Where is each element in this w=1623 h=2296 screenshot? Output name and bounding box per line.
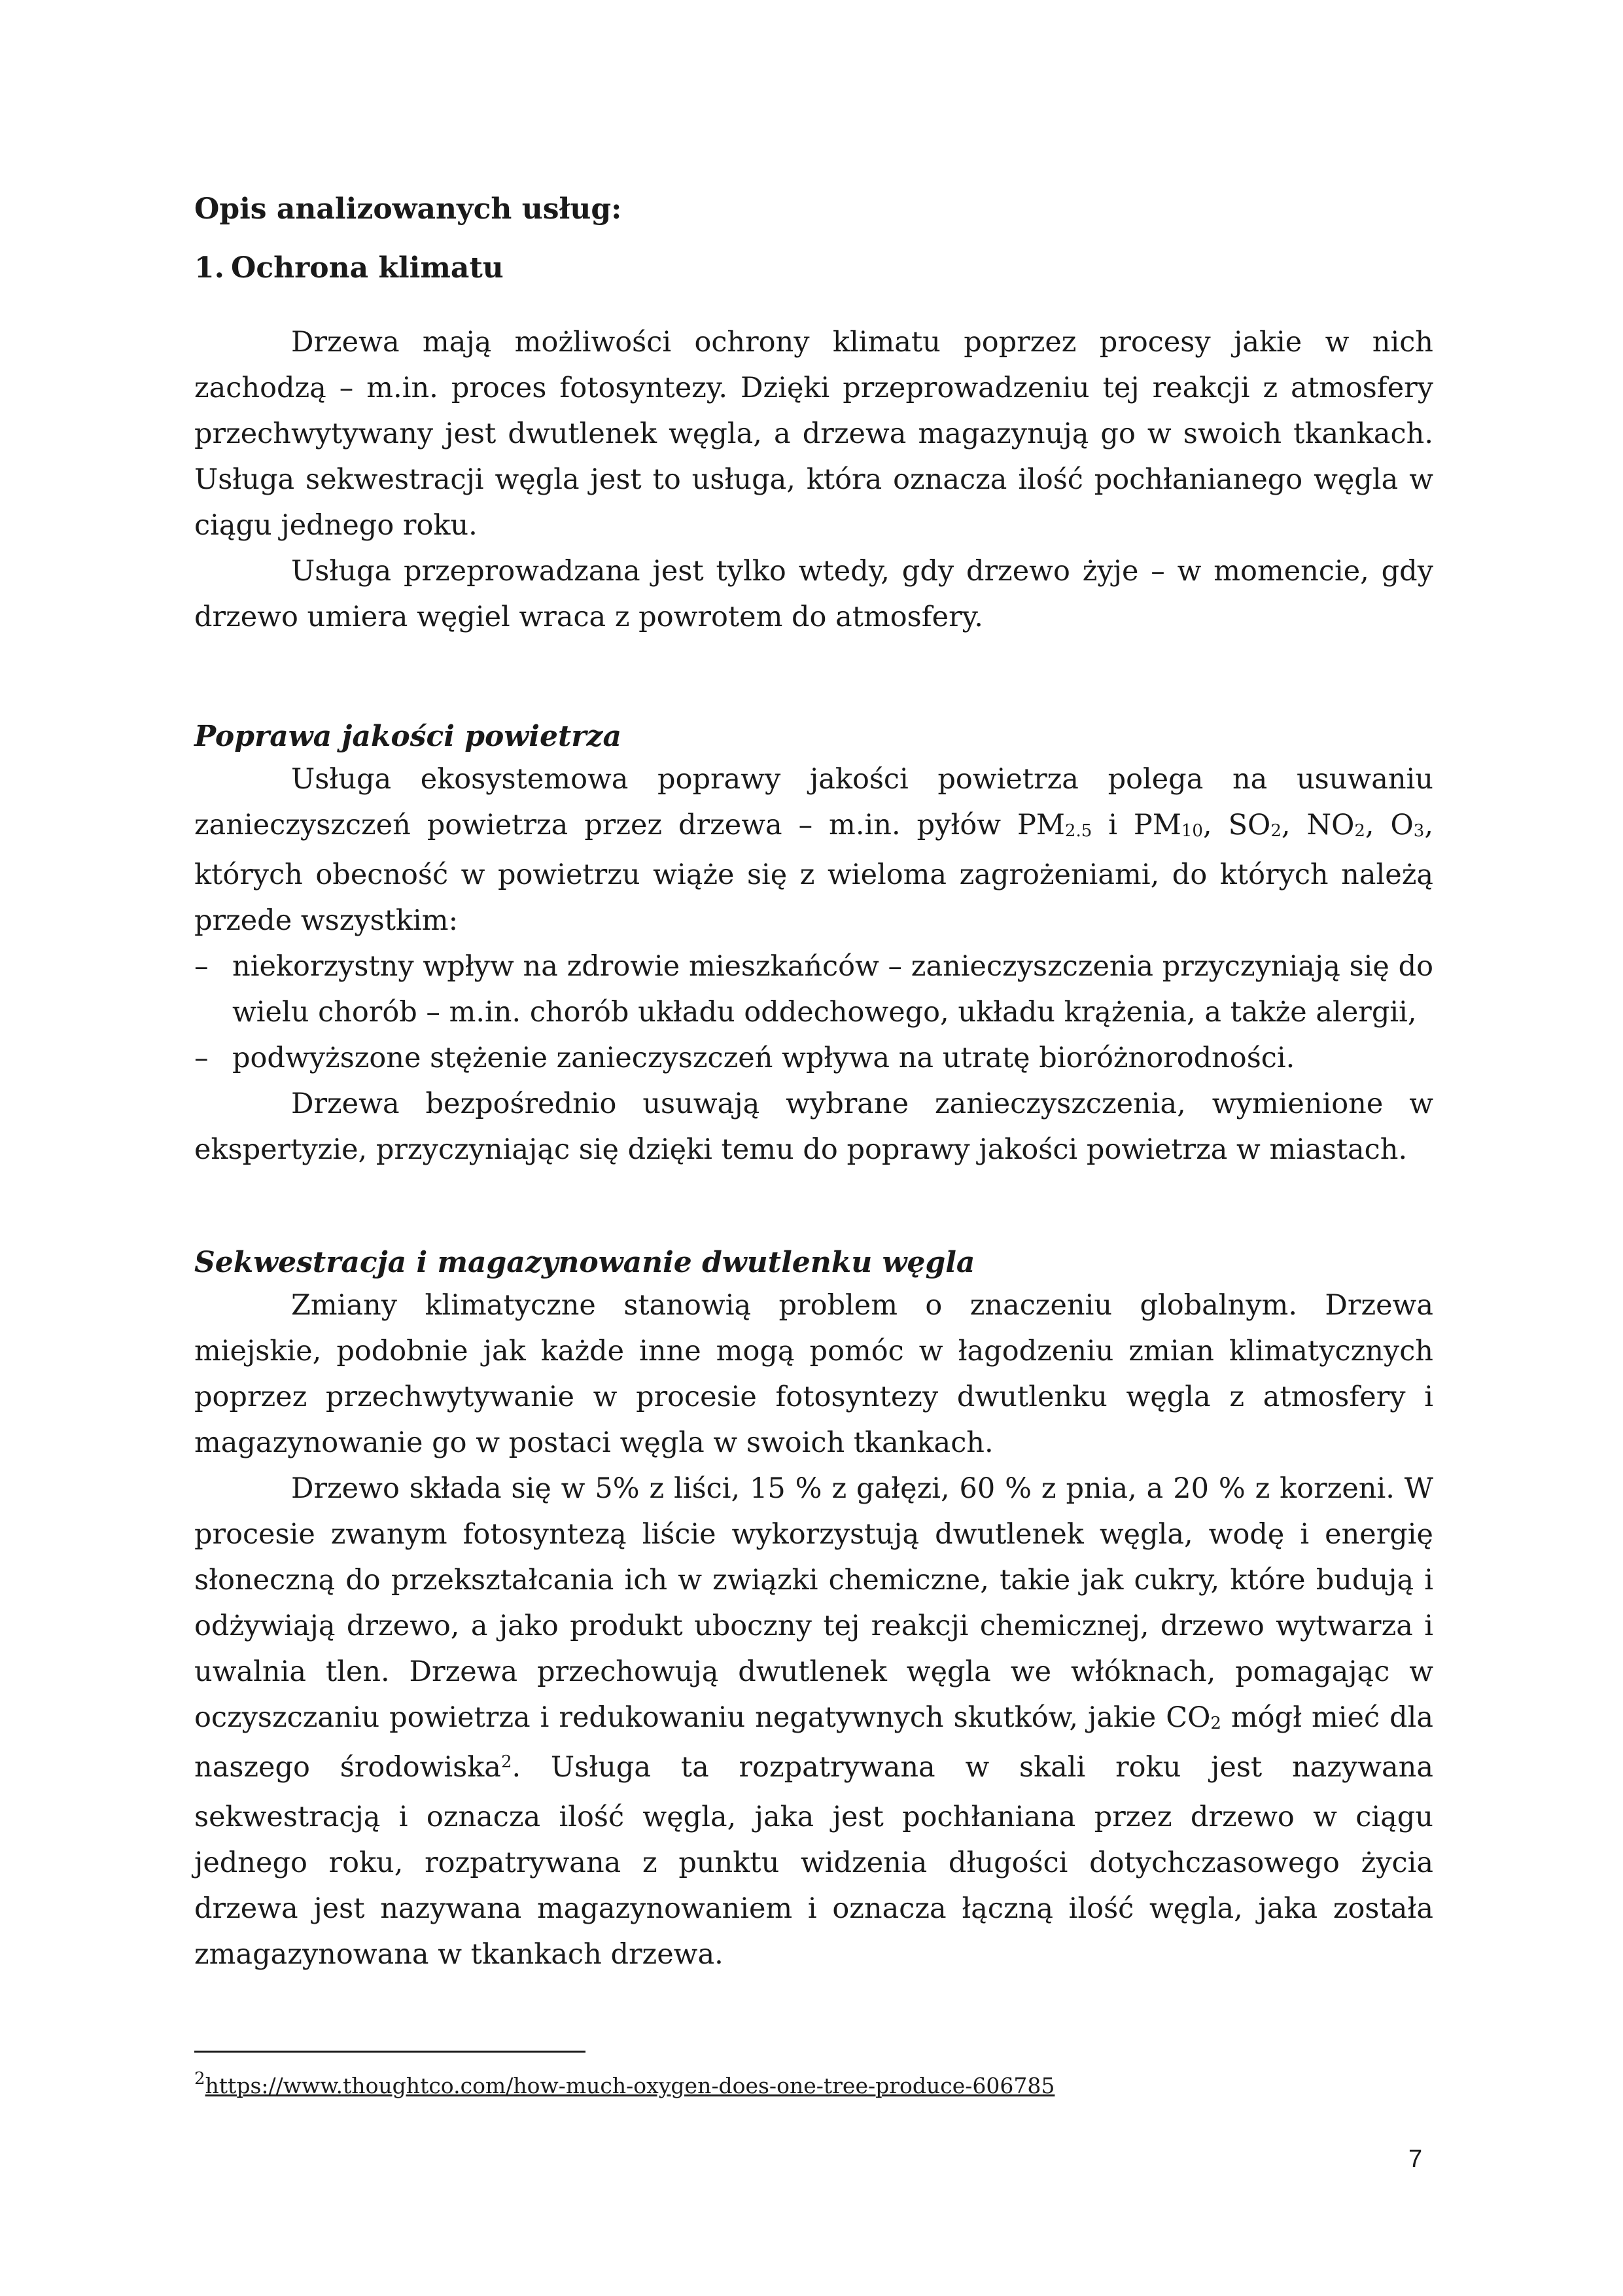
threats-list bbox=[194, 944, 1433, 1081]
footnote-marker: 2 bbox=[194, 2069, 205, 2089]
section1-title: Ochrona klimatu bbox=[231, 251, 504, 285]
section3-heading: Sekwestracja i magazynowanie dwutlenku węgla bbox=[194, 1246, 975, 1279]
footnote-reference[interactable]: 2 bbox=[500, 1752, 512, 1772]
section3-paragraph-2: Drzewo składa się w 5% z liści, 15 % z gałęzi, 60 % z pnia, a 20 % z korzeni. W procesie zwanym fotosyntezą liście wykorzystują dwutlenek węgla, wodę i energię słoneczną do przekształcania ich w związki chemiczne, takie jak cukry, które budują i odżywiają drzewo, a jako produkt uboczny tej reakcji chemicznej, drzewo wytwarza i uwalnia tlen. Drzewa przechowują dwutlenek węgla we włóknach, pomagając w oczyszczaniu powietrza i redukowaniu negatywnych skutków, jakie $CO_2$ mógł mieć dla naszego środowiska$^2$. Usługa ta rozpatrywana w skali roku jest nazywana sekwestracją i oznacza ilość węgla, jaka jest pochłaniana przez drzewo w ciągu jednego roku, rozpatrywana z punktu widzenia długości dotychczasowego życia drzewa jest nazywana magazynowaniem i oznacza łączną ilość węgla, jaka została zmagazynowana w tkankach drzewa. bbox=[194, 1472, 1433, 1971]
footnote-separator bbox=[194, 2051, 585, 2053]
section2-heading: Poprawa jakości powietrza bbox=[194, 720, 621, 753]
footnote bbox=[194, 2069, 1055, 2102]
section1-number: 1. bbox=[194, 251, 224, 285]
section1-paragraph-1: Drzewa mają możliwości ochrony klimatu poprzez procesy jakie w nich zachodzą – m.in. proces fotosyntezy. Dzięki przeprowadzeniu tej reakcji z atmosfery przechwytywany jest dwutlenek węgla, a drzewa magazynują go w swoich tkankach. Usługa sekwestracji węgla jest to usługa, która oznacza ilość pochłanianego węgla w ciągu jednego roku. bbox=[194, 326, 1433, 542]
document-body bbox=[194, 190, 1433, 1977]
section1-paragraph-2: Usługa przeprowadzana jest tylko wtedy, gdy drzewo żyje – w momencie, gdy drzewo umiera węgiel wraca z powrotem do atmosfery. bbox=[194, 555, 1433, 633]
page-number: 7 bbox=[1408, 2146, 1423, 2173]
section2-closing: Drzewa bezpośrednio usuwają wybrane zanieczyszczenia, wymienione w ekspertyzie, przyczyniając się dzięki temu do poprawy jakości powietrza w miastach. bbox=[194, 1087, 1433, 1166]
section2-intro: Usługa ekosystemowa poprawy jakości powietrza polega na usuwaniu zanieczyszczeń powietrza przez drzewa – m.in. pyłów $PM_{2.5}$ i $PM_{10}$, $SO_2$, $NO_2$, $O_3$, których obecność w powietrzu wiąże się z wieloma zagrożeniami, do których należą przede wszystkim: bbox=[194, 763, 1433, 937]
list-item: – niekorzystny wpływ na zdrowie mieszkańców – zanieczyszczenia przyczyniają się do wielu chorób – m.in. chorób układu oddechowego, układu krążenia, a także alergii, bbox=[194, 944, 1433, 1035]
footnote-link[interactable]: https://www.thoughtco.com/how-much-oxygen-does-one-tree-produce-606785 bbox=[205, 2073, 1055, 2098]
page-heading: Opis analizowanych usług: bbox=[194, 192, 622, 226]
section1-heading bbox=[194, 249, 1433, 288]
section3-paragraph-1: Zmiany klimatyczne stanowią problem o znaczeniu globalnym. Drzewa miejskie, podobnie jak każde inne mogą pomóc w łagodzeniu zmian klimatycznych poprzez przechwytywanie w procesie fotosyntezy dwutlenku węgla z atmosfery i magazynowanie go w postaci węgla w swoich tkankach. bbox=[194, 1289, 1433, 1459]
list-item: – podwyższone stężenie zanieczyszczeń wpływa na utratę bioróżnorodności. bbox=[194, 1035, 1433, 1081]
